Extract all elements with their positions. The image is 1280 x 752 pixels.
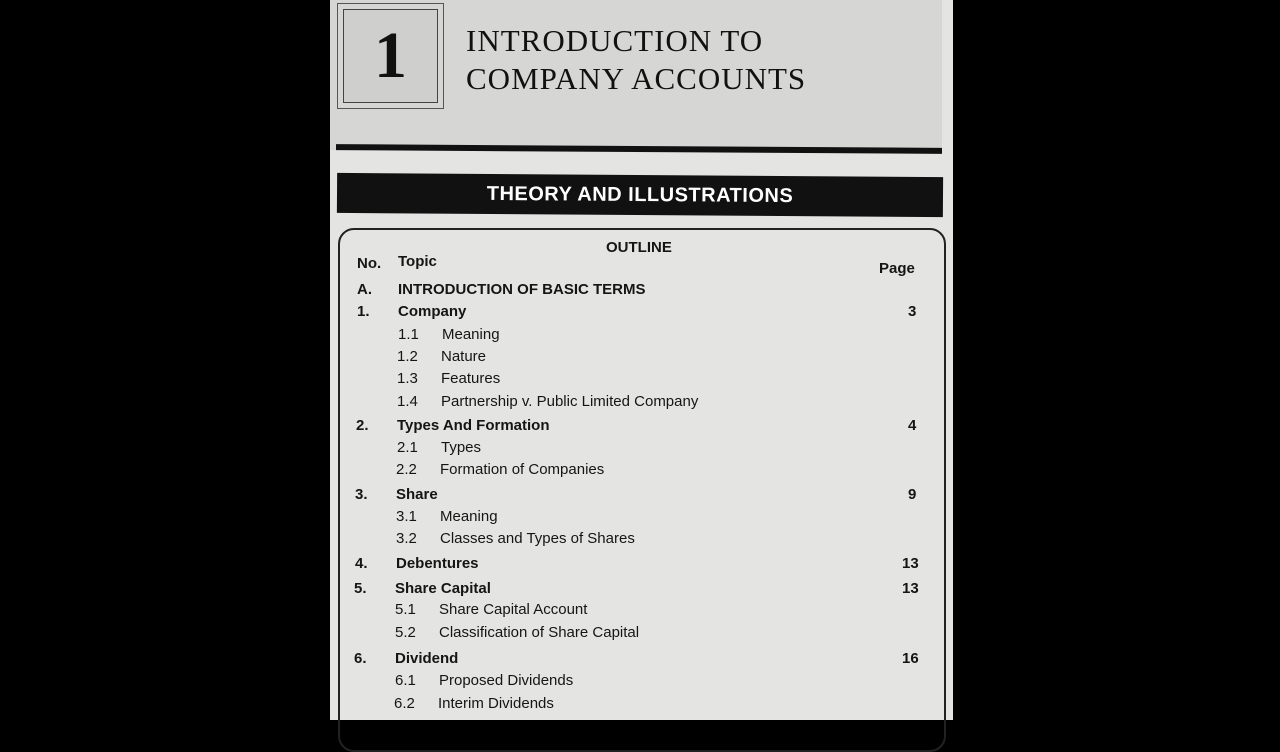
- row-topic: Company: [398, 303, 467, 320]
- row-topic: Formation of Companies: [440, 461, 605, 478]
- row-topic: Classification of Share Capital: [439, 624, 640, 641]
- outline-heading: OUTLINE: [606, 239, 672, 256]
- row-number: 2.2: [396, 461, 417, 478]
- row-number: 1.2: [397, 348, 418, 365]
- row-topic: INTRODUCTION OF BASIC TERMS: [398, 281, 646, 298]
- row-topic: Proposed Dividends: [439, 672, 574, 689]
- column-header-page: Page: [879, 260, 915, 277]
- row-page: 3: [908, 303, 917, 320]
- row-topic: Meaning: [442, 326, 500, 343]
- row-topic: Dividend: [395, 650, 459, 667]
- column-header-no: No.: [357, 255, 382, 272]
- row-topic: Share Capital: [395, 580, 491, 597]
- chapter-title: [466, 22, 806, 98]
- row-number: 6.1: [395, 672, 416, 689]
- section-band: THEORY AND ILLUSTRATIONS: [337, 173, 943, 217]
- column-header-topic: Topic: [398, 253, 437, 270]
- row-number: 1.: [357, 303, 370, 320]
- row-topic: Debentures: [396, 555, 479, 572]
- row-number: 6.2: [394, 695, 415, 712]
- row-number: 1.4: [397, 393, 418, 410]
- row-topic: Meaning: [440, 508, 498, 525]
- row-topic: Share Capital Account: [439, 601, 588, 618]
- row-page: 9: [908, 486, 917, 503]
- row-topic: Partnership v. Public Limited Company: [441, 393, 699, 410]
- row-topic: Nature: [441, 348, 487, 365]
- row-topic: Share: [396, 486, 438, 503]
- chapter-title-line-1: INTRODUCTION TO: [466, 23, 764, 58]
- row-page: 16: [902, 650, 919, 667]
- chapter-number: 1: [343, 9, 438, 103]
- row-page: 4: [908, 417, 917, 434]
- row-number: A.: [357, 281, 372, 298]
- row-number: 2.: [356, 417, 369, 434]
- document-page: [330, 0, 953, 720]
- row-number: 3.: [355, 486, 368, 503]
- row-number: 1.3: [397, 370, 418, 387]
- row-number: 3.1: [396, 508, 417, 525]
- row-number: 2.1: [397, 439, 418, 456]
- row-number: 5.: [354, 580, 367, 597]
- row-topic: Types And Formation: [397, 417, 550, 434]
- row-topic: Features: [441, 370, 501, 387]
- row-number: 1.1: [398, 326, 419, 343]
- row-page: 13: [902, 555, 919, 572]
- row-topic: Types: [441, 439, 482, 456]
- row-page: 13: [902, 580, 919, 597]
- chapter-title-line-2: COMPANY ACCOUNTS: [466, 61, 807, 96]
- row-number: 4.: [355, 555, 368, 572]
- row-number: 6.: [354, 650, 367, 667]
- chapter-number-box: [337, 3, 444, 109]
- row-topic: Interim Dividends: [438, 695, 554, 712]
- row-topic: Classes and Types of Shares: [440, 530, 635, 547]
- row-number: 5.1: [395, 601, 416, 618]
- row-number: 5.2: [395, 624, 416, 641]
- row-number: 3.2: [396, 530, 417, 547]
